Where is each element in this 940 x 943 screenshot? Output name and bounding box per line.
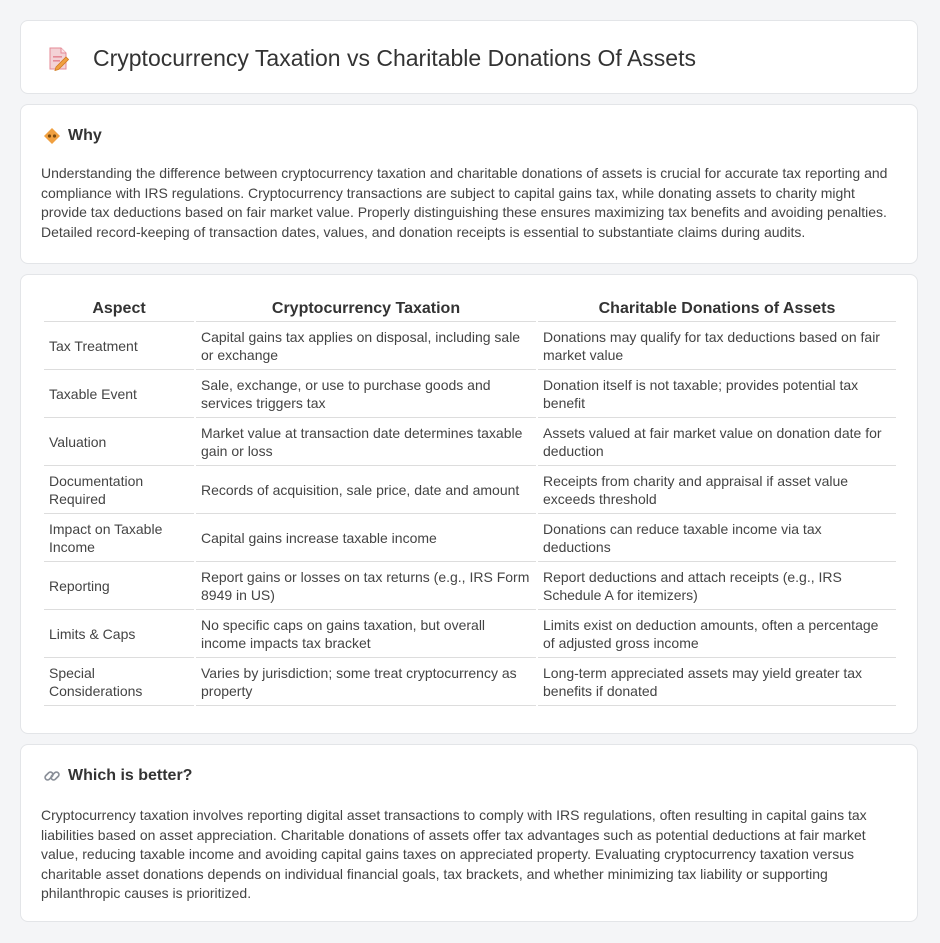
aspect-cell: Tax Treatment: [44, 322, 194, 370]
crypto-cell: Capital gains tax applies on disposal, including sale or exchange: [196, 322, 536, 370]
table-row: [44, 658, 896, 706]
comparison-section: [20, 274, 918, 734]
aspect-cell: Documentation Required: [44, 466, 194, 514]
table-row: [44, 562, 896, 610]
donation-cell: Report deductions and attach receipts (e.g., IRS Schedule A for itemizers): [538, 562, 896, 610]
crypto-cell: Report gains or losses on tax returns (e.g., IRS Form 8949 in US): [196, 562, 536, 610]
title-card: [20, 20, 918, 94]
aspect-cell: Impact on Taxable Income: [44, 514, 194, 562]
aspect-cell: Taxable Event: [44, 370, 194, 418]
aspect-cell: Reporting: [44, 562, 194, 610]
why-title: Why: [68, 127, 102, 144]
table-row: [44, 514, 896, 562]
why-section: [20, 104, 918, 264]
header-crypto: Cryptocurrency Taxation: [196, 297, 536, 322]
header-aspect: Aspect: [44, 297, 194, 322]
crypto-cell: Sale, exchange, or use to purchase goods and services triggers tax: [196, 370, 536, 418]
crypto-cell: Capital gains increase taxable income: [196, 514, 536, 562]
table-header-row: [44, 297, 896, 322]
better-heading: [43, 767, 192, 785]
donation-cell: Receipts from charity and appraisal if asset value exceeds threshold: [538, 466, 896, 514]
page-title: Cryptocurrency Taxation vs Charitable Donations Of Assets: [93, 45, 696, 71]
table-row: [44, 370, 896, 418]
donation-cell: Donations may qualify for tax deductions based on fair market value: [538, 322, 896, 370]
better-text: Cryptocurrency taxation involves reporting digital asset transactions to comply with IRS regulations, often resulting in capital gains tax liabilities based on asset appreciation. Charitable donations of assets offer tax advantages such as potential deductions at fair market value, reducing taxable income and avoiding capital gains taxes on appreciated property. Evaluating cryptocurrency taxation versus charitable asset donations depends on individual financial goals, tax brackets, and whether minimizing tax liability or supporting philanthropic causes is prioritized.: [41, 807, 867, 901]
crypto-cell: Market value at transaction date determines taxable gain or loss: [196, 418, 536, 466]
better-title: Which is better?: [68, 767, 193, 784]
table-row: [44, 322, 896, 370]
which-better-section: [20, 744, 918, 922]
link-icon: [43, 767, 61, 785]
table-row: [44, 610, 896, 658]
donation-cell: Assets valued at fair market value on donation date for deduction: [538, 418, 896, 466]
crypto-cell: Records of acquisition, sale price, date and amount: [196, 466, 536, 514]
crypto-cell: No specific caps on gains taxation, but overall income impacts tax bracket: [196, 610, 536, 658]
donation-cell: Donation itself is not taxable; provides potential tax benefit: [538, 370, 896, 418]
document-edit-icon: [47, 47, 69, 71]
donation-cell: Limits exist on deduction amounts, often a percentage of adjusted gross income: [538, 610, 896, 658]
diamond-sign-icon: [43, 127, 61, 145]
comparison-table: [42, 297, 898, 706]
aspect-cell: Special Considerations: [44, 658, 194, 706]
aspect-cell: Limits & Caps: [44, 610, 194, 658]
table-row: [44, 466, 896, 514]
why-text: Understanding the difference between cryptocurrency taxation and charitable donations of assets is crucial for accurate tax reporting and compliance with IRS regulations. Cryptocurrency transactions are subject to capital gains tax, while donating assets to charity might provide tax deductions based on fair market value. Properly distinguishing these ensures maximizing tax benefits and avoiding penalties. Detailed record-keeping of transaction dates, values, and donation receipts is essential to substantiate claims during audits.: [41, 165, 888, 240]
crypto-cell: Varies by jurisdiction; some treat cryptocurrency as property: [196, 658, 536, 706]
table-row: [44, 418, 896, 466]
donation-cell: Donations can reduce taxable income via tax deductions: [538, 514, 896, 562]
why-heading: [43, 127, 102, 145]
aspect-cell: Valuation: [44, 418, 194, 466]
header-donations: Charitable Donations of Assets: [538, 297, 896, 322]
donation-cell: Long-term appreciated assets may yield greater tax benefits if donated: [538, 658, 896, 706]
